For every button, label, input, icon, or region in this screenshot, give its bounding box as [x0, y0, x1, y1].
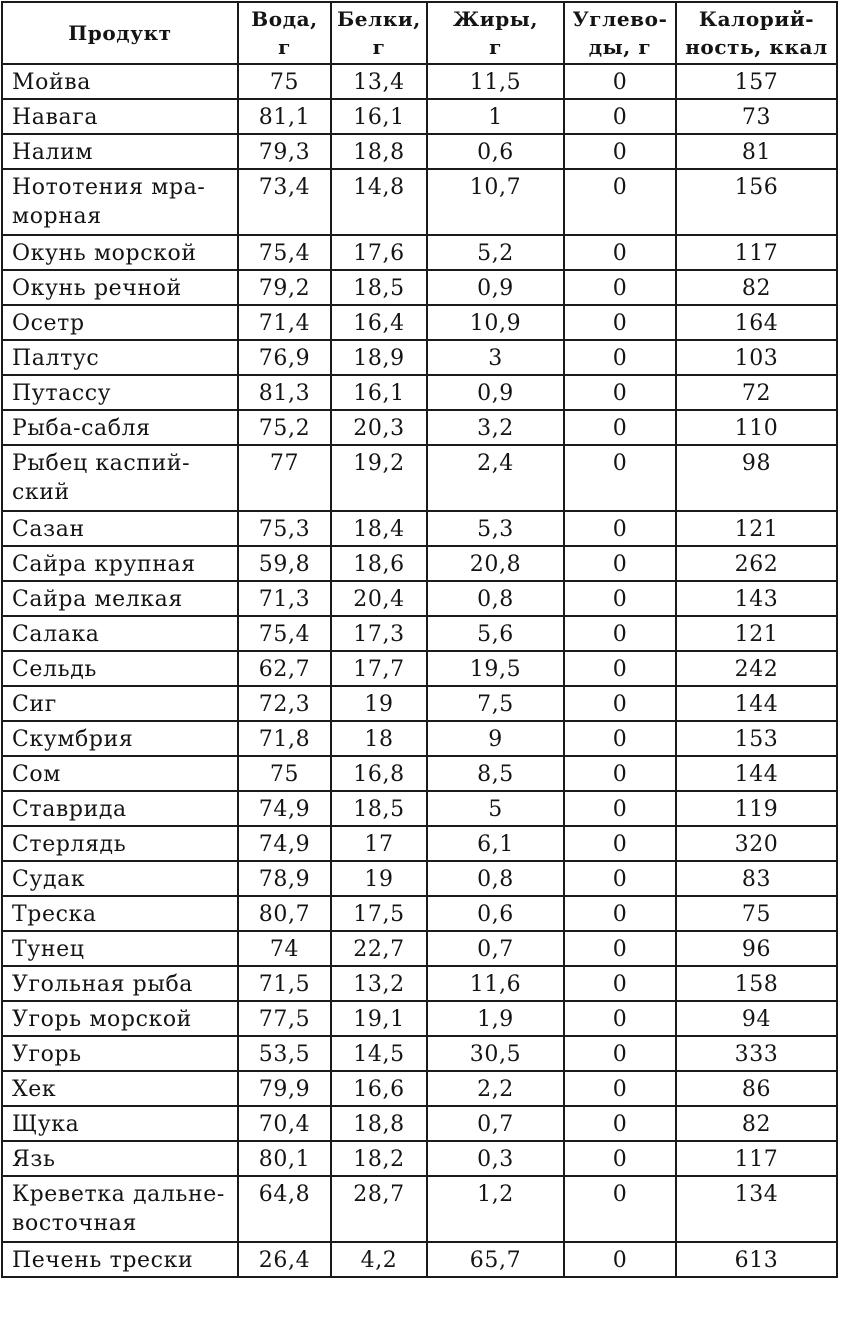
table-row: [2, 511, 837, 546]
calories-cell: 121: [676, 616, 837, 651]
table-row: [2, 169, 837, 235]
table-row: [2, 721, 837, 756]
calories-cell: 119: [676, 791, 837, 826]
calories-cell: 117: [676, 1141, 837, 1176]
table-row: [2, 64, 837, 99]
table-row: [2, 305, 837, 340]
header-row: [2, 2, 837, 64]
table-row: [2, 1071, 837, 1106]
fat-cell: 0,7: [427, 931, 564, 966]
protein-cell: 13,2: [331, 966, 427, 1001]
header-calories-label: Калорий- ность, ккал: [685, 7, 828, 59]
protein-cell: 20,3: [331, 410, 427, 445]
water-cell: 78,9: [238, 861, 331, 896]
carbs-cell: 0: [564, 1106, 676, 1141]
table-row: [2, 546, 837, 581]
calories-cell: 242: [676, 651, 837, 686]
calories-cell: 72: [676, 375, 837, 410]
water-cell: 74,9: [238, 791, 331, 826]
table-row: [2, 791, 837, 826]
water-cell: 81,3: [238, 375, 331, 410]
protein-cell: 18,8: [331, 1106, 427, 1141]
table-row: [2, 235, 837, 270]
carbs-cell: 0: [564, 1242, 676, 1277]
water-cell: 75,4: [238, 235, 331, 270]
table-row: [2, 1242, 837, 1277]
product-name-cell: Нототения мра- морная: [2, 169, 238, 235]
protein-cell: 19,1: [331, 1001, 427, 1036]
protein-cell: 18,8: [331, 134, 427, 169]
protein-cell: 17,7: [331, 651, 427, 686]
water-cell: 75: [238, 64, 331, 99]
calories-cell: 81: [676, 134, 837, 169]
carbs-cell: 0: [564, 99, 676, 134]
table-row: [2, 410, 837, 445]
water-cell: 77,5: [238, 1001, 331, 1036]
protein-cell: 4,2: [331, 1242, 427, 1277]
calories-cell: 144: [676, 756, 837, 791]
protein-cell: 14,8: [331, 169, 427, 235]
fat-cell: 0,7: [427, 1106, 564, 1141]
product-name-cell: Судак: [2, 861, 238, 896]
header-carbs-label: Углево- ды, г: [572, 7, 668, 59]
carbs-cell: 0: [564, 686, 676, 721]
protein-cell: 18: [331, 721, 427, 756]
calories-cell: 75: [676, 896, 837, 931]
protein-cell: 18,5: [331, 270, 427, 305]
water-cell: 71,8: [238, 721, 331, 756]
protein-cell: 17,6: [331, 235, 427, 270]
protein-cell: 28,7: [331, 1176, 427, 1242]
header-carbs: [564, 2, 676, 64]
calories-cell: 82: [676, 270, 837, 305]
fat-cell: 30,5: [427, 1036, 564, 1071]
carbs-cell: 0: [564, 445, 676, 511]
water-cell: 64,8: [238, 1176, 331, 1242]
water-cell: 62,7: [238, 651, 331, 686]
fat-cell: 0,9: [427, 270, 564, 305]
header-water: [238, 2, 331, 64]
carbs-cell: 0: [564, 896, 676, 931]
fat-cell: 19,5: [427, 651, 564, 686]
table-row: [2, 340, 837, 375]
table-row: [2, 756, 837, 791]
calories-cell: 156: [676, 169, 837, 235]
fat-cell: 10,9: [427, 305, 564, 340]
fat-cell: 0,6: [427, 896, 564, 931]
carbs-cell: 0: [564, 616, 676, 651]
carbs-cell: 0: [564, 546, 676, 581]
fat-cell: 5,6: [427, 616, 564, 651]
product-name-cell: Щука: [2, 1106, 238, 1141]
water-cell: 74: [238, 931, 331, 966]
table-row: [2, 1106, 837, 1141]
water-cell: 80,1: [238, 1141, 331, 1176]
calories-cell: 96: [676, 931, 837, 966]
calories-cell: 98: [676, 445, 837, 511]
protein-cell: 18,9: [331, 340, 427, 375]
protein-cell: 17: [331, 826, 427, 861]
product-name-cell: Осетр: [2, 305, 238, 340]
carbs-cell: 0: [564, 375, 676, 410]
product-name-cell: Окунь морской: [2, 235, 238, 270]
calories-cell: 144: [676, 686, 837, 721]
fat-cell: 0,3: [427, 1141, 564, 1176]
protein-cell: 22,7: [331, 931, 427, 966]
fat-cell: 0,6: [427, 134, 564, 169]
product-name-cell: Сазан: [2, 511, 238, 546]
header-protein: [331, 2, 427, 64]
table-row: [2, 896, 837, 931]
protein-cell: 18,4: [331, 511, 427, 546]
carbs-cell: 0: [564, 1036, 676, 1071]
fat-cell: 2,4: [427, 445, 564, 511]
protein-cell: 16,1: [331, 99, 427, 134]
water-cell: 79,2: [238, 270, 331, 305]
product-name-cell: Треска: [2, 896, 238, 931]
table-row: [2, 445, 837, 511]
carbs-cell: 0: [564, 305, 676, 340]
header-fat-label: Жиры, г: [452, 7, 539, 59]
table-row: [2, 99, 837, 134]
table-row: [2, 375, 837, 410]
fat-cell: 3: [427, 340, 564, 375]
product-name-cell: Стерлядь: [2, 826, 238, 861]
header-water-label: Вода, г: [251, 7, 318, 59]
water-cell: 71,3: [238, 581, 331, 616]
carbs-cell: 0: [564, 826, 676, 861]
water-cell: 79,9: [238, 1071, 331, 1106]
carbs-cell: 0: [564, 270, 676, 305]
table-row: [2, 651, 837, 686]
carbs-cell: 0: [564, 410, 676, 445]
calories-cell: 110: [676, 410, 837, 445]
carbs-cell: 0: [564, 756, 676, 791]
carbs-cell: 0: [564, 966, 676, 1001]
protein-cell: 16,8: [331, 756, 427, 791]
table-row: [2, 581, 837, 616]
product-name-cell: Сом: [2, 756, 238, 791]
calories-cell: 158: [676, 966, 837, 1001]
water-cell: 71,4: [238, 305, 331, 340]
fat-cell: 8,5: [427, 756, 564, 791]
product-name-cell: Сельдь: [2, 651, 238, 686]
calories-cell: 117: [676, 235, 837, 270]
calories-cell: 613: [676, 1242, 837, 1277]
fat-cell: 10,7: [427, 169, 564, 235]
header-calories: [676, 2, 837, 64]
carbs-cell: 0: [564, 861, 676, 896]
calories-cell: 82: [676, 1106, 837, 1141]
product-name-cell: Сиг: [2, 686, 238, 721]
calories-cell: 157: [676, 64, 837, 99]
carbs-cell: 0: [564, 340, 676, 375]
product-name-cell: Навага: [2, 99, 238, 134]
fat-cell: 20,8: [427, 546, 564, 581]
protein-cell: 20,4: [331, 581, 427, 616]
water-cell: 73,4: [238, 169, 331, 235]
product-name-cell: Угорь: [2, 1036, 238, 1071]
water-cell: 75,2: [238, 410, 331, 445]
product-name-cell: Путассу: [2, 375, 238, 410]
fat-cell: 6,1: [427, 826, 564, 861]
table-row: [2, 826, 837, 861]
carbs-cell: 0: [564, 235, 676, 270]
calories-cell: 164: [676, 305, 837, 340]
product-name-cell: Сайра мелкая: [2, 581, 238, 616]
header-protein-label: Белки, г: [337, 7, 421, 59]
product-name-cell: Рыбец каспий- ский: [2, 445, 238, 511]
table-row: [2, 1176, 837, 1242]
protein-cell: 19,2: [331, 445, 427, 511]
fat-cell: 7,5: [427, 686, 564, 721]
fat-cell: 11,6: [427, 966, 564, 1001]
protein-cell: 17,3: [331, 616, 427, 651]
protein-cell: 16,6: [331, 1071, 427, 1106]
carbs-cell: 0: [564, 134, 676, 169]
product-name-cell: Печень трески: [2, 1242, 238, 1277]
fat-cell: 0,8: [427, 861, 564, 896]
water-cell: 59,8: [238, 546, 331, 581]
protein-cell: 17,5: [331, 896, 427, 931]
fat-cell: 5: [427, 791, 564, 826]
product-name-cell: Салака: [2, 616, 238, 651]
protein-cell: 18,5: [331, 791, 427, 826]
water-cell: 76,9: [238, 340, 331, 375]
protein-cell: 19: [331, 861, 427, 896]
fat-cell: 2,2: [427, 1071, 564, 1106]
table-row: [2, 861, 837, 896]
table-row: [2, 1036, 837, 1071]
table-row: [2, 966, 837, 1001]
fat-cell: 0,8: [427, 581, 564, 616]
carbs-cell: 0: [564, 1001, 676, 1036]
table-row: [2, 134, 837, 169]
calories-cell: 134: [676, 1176, 837, 1242]
fat-cell: 1,9: [427, 1001, 564, 1036]
water-cell: 72,3: [238, 686, 331, 721]
carbs-cell: 0: [564, 1176, 676, 1242]
carbs-cell: 0: [564, 1071, 676, 1106]
fat-cell: 11,5: [427, 64, 564, 99]
product-name-cell: Палтус: [2, 340, 238, 375]
fat-cell: 3,2: [427, 410, 564, 445]
fat-cell: 9: [427, 721, 564, 756]
protein-cell: 16,4: [331, 305, 427, 340]
water-cell: 75,3: [238, 511, 331, 546]
fat-cell: 5,2: [427, 235, 564, 270]
product-name-cell: Сайра крупная: [2, 546, 238, 581]
product-name-cell: Угольная рыба: [2, 966, 238, 1001]
calories-cell: 103: [676, 340, 837, 375]
fat-cell: 65,7: [427, 1242, 564, 1277]
carbs-cell: 0: [564, 651, 676, 686]
water-cell: 75,4: [238, 616, 331, 651]
fat-cell: 1,2: [427, 1176, 564, 1242]
protein-cell: 18,6: [331, 546, 427, 581]
product-name-cell: Рыба-сабля: [2, 410, 238, 445]
product-name-cell: Тунец: [2, 931, 238, 966]
table-row: [2, 616, 837, 651]
water-cell: 75: [238, 756, 331, 791]
fat-cell: 5,3: [427, 511, 564, 546]
table-header: [2, 2, 837, 64]
product-name-cell: Креветка дальне- восточная: [2, 1176, 238, 1242]
protein-cell: 16,1: [331, 375, 427, 410]
table-row: [2, 1141, 837, 1176]
water-cell: 79,3: [238, 134, 331, 169]
protein-cell: 13,4: [331, 64, 427, 99]
calories-cell: 153: [676, 721, 837, 756]
water-cell: 80,7: [238, 896, 331, 931]
carbs-cell: 0: [564, 64, 676, 99]
header-product: [2, 2, 238, 64]
protein-cell: 14,5: [331, 1036, 427, 1071]
carbs-cell: 0: [564, 511, 676, 546]
carbs-cell: 0: [564, 581, 676, 616]
product-name-cell: Налим: [2, 134, 238, 169]
water-cell: 77: [238, 445, 331, 511]
table-row: [2, 270, 837, 305]
product-name-cell: Хек: [2, 1071, 238, 1106]
carbs-cell: 0: [564, 169, 676, 235]
protein-cell: 18,2: [331, 1141, 427, 1176]
product-name-cell: Язь: [2, 1141, 238, 1176]
header-fat: [427, 2, 564, 64]
product-name-cell: Окунь речной: [2, 270, 238, 305]
water-cell: 74,9: [238, 826, 331, 861]
nutrition-table: [1, 1, 838, 1278]
table-row: [2, 1001, 837, 1036]
protein-cell: 19: [331, 686, 427, 721]
fat-cell: 0,9: [427, 375, 564, 410]
table-body: [2, 64, 837, 1277]
carbs-cell: 0: [564, 1141, 676, 1176]
calories-cell: 320: [676, 826, 837, 861]
header-product-label: Продукт: [68, 21, 172, 45]
water-cell: 71,5: [238, 966, 331, 1001]
fat-cell: 1: [427, 99, 564, 134]
calories-cell: 262: [676, 546, 837, 581]
product-name-cell: Скумбрия: [2, 721, 238, 756]
calories-cell: 143: [676, 581, 837, 616]
water-cell: 53,5: [238, 1036, 331, 1071]
carbs-cell: 0: [564, 791, 676, 826]
calories-cell: 83: [676, 861, 837, 896]
calories-cell: 94: [676, 1001, 837, 1036]
water-cell: 26,4: [238, 1242, 331, 1277]
product-name-cell: Мойва: [2, 64, 238, 99]
water-cell: 70,4: [238, 1106, 331, 1141]
calories-cell: 121: [676, 511, 837, 546]
calories-cell: 86: [676, 1071, 837, 1106]
carbs-cell: 0: [564, 931, 676, 966]
table-row: [2, 931, 837, 966]
carbs-cell: 0: [564, 721, 676, 756]
calories-cell: 73: [676, 99, 837, 134]
table-row: [2, 686, 837, 721]
product-name-cell: Ставрида: [2, 791, 238, 826]
water-cell: 81,1: [238, 99, 331, 134]
calories-cell: 333: [676, 1036, 837, 1071]
product-name-cell: Угорь морской: [2, 1001, 238, 1036]
